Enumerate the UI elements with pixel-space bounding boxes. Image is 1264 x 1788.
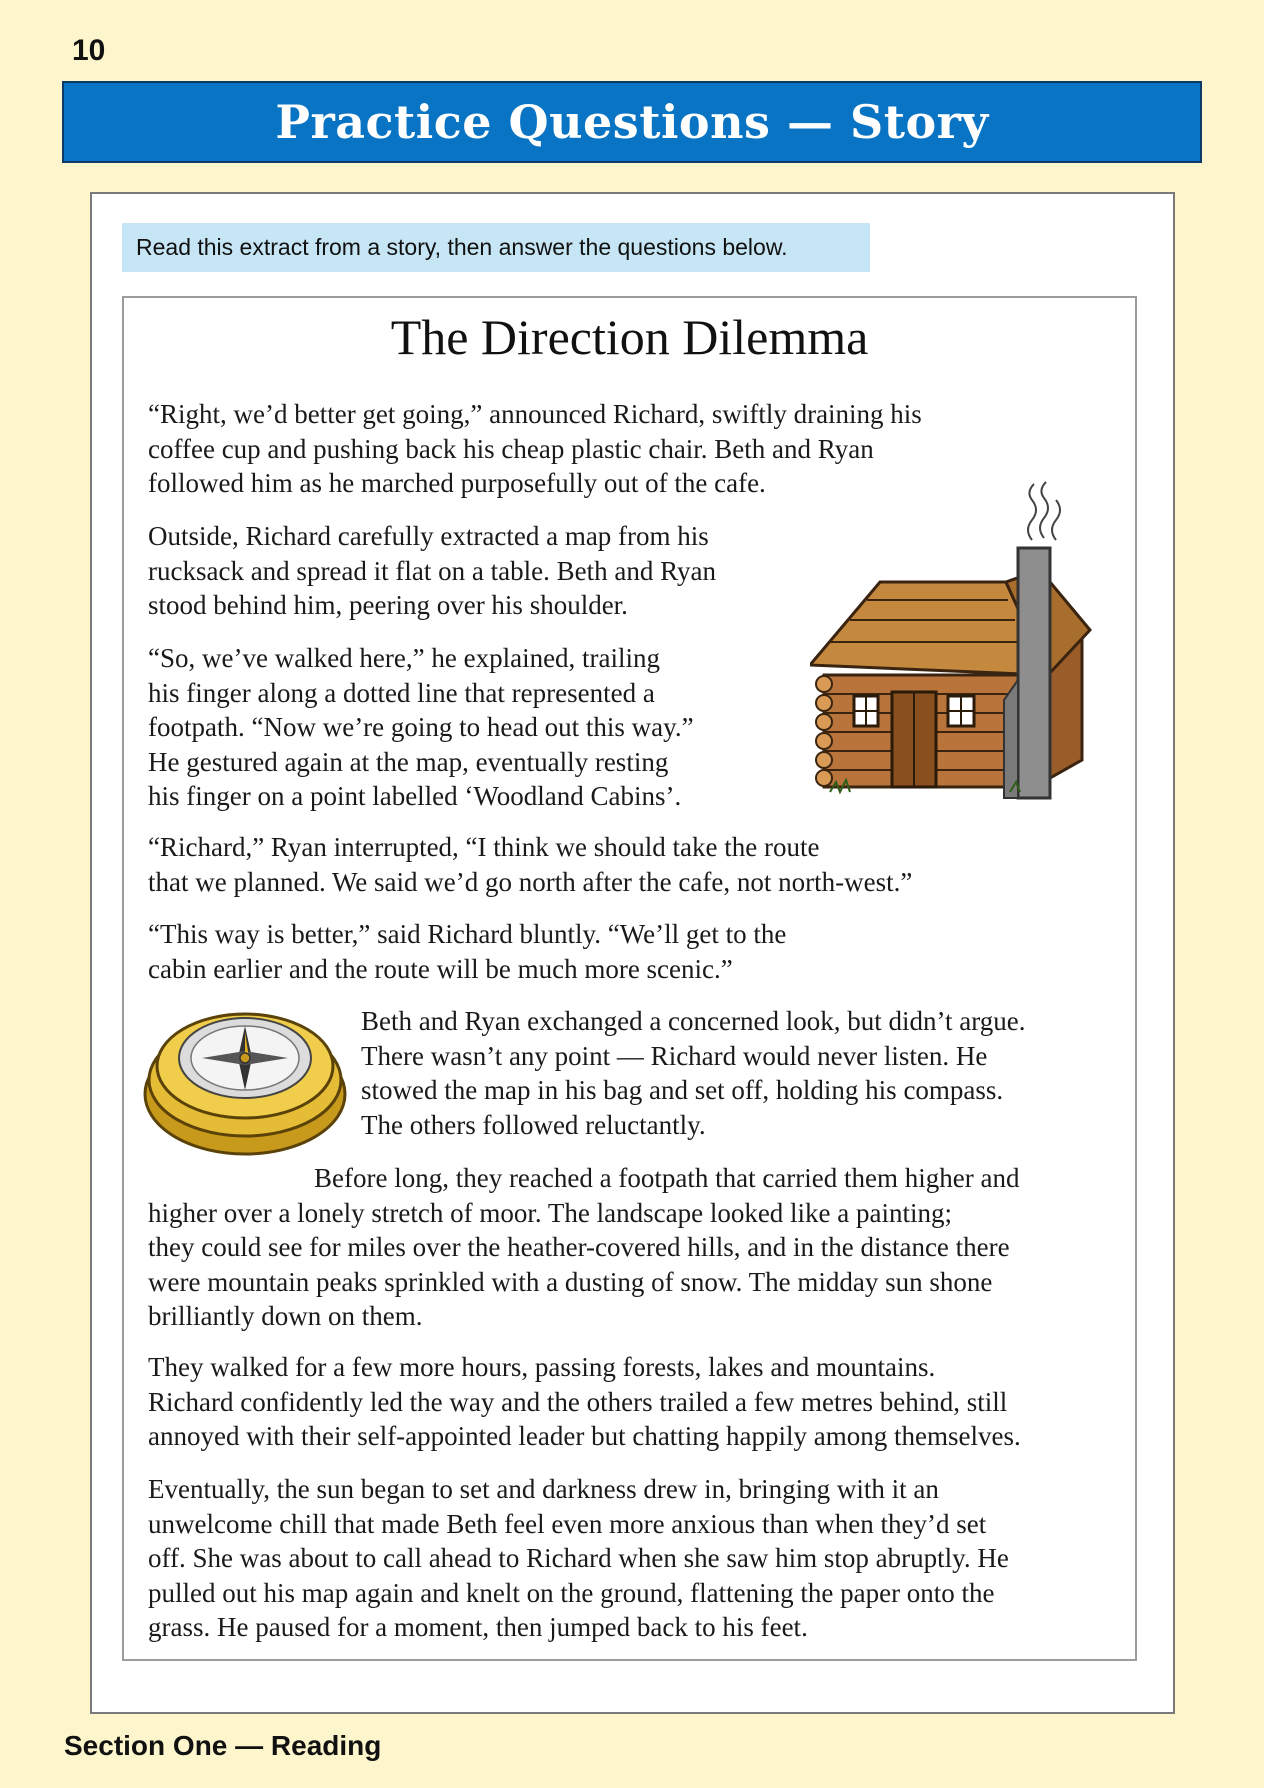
story-line: they could see for miles over the heather-covered hills, and in the distance there	[148, 1232, 1010, 1262]
story-paragraph-4	[148, 830, 912, 899]
story-line: Before long, they reached a footpath that carried them higher and	[314, 1163, 1020, 1193]
story-line: off. She was about to call ahead to Richard when she saw him stop abruptly. He	[148, 1543, 1009, 1573]
story-paragraph-6	[361, 1004, 1025, 1142]
story-line: pulled out his map again and knelt on the ground, flattening the paper onto the	[148, 1577, 995, 1608]
story-line: He gestured again at the map, eventually resting	[148, 746, 669, 777]
story-line: that we planned. We said we’d go north after the cafe, not north-west.”	[148, 866, 913, 897]
story-line: were mountain peaks sprinkled with a dusting of snow. The midday sun shone	[148, 1266, 993, 1297]
story-paragraph-3	[148, 641, 694, 814]
story-line: his finger on a point labelled ‘Woodland Cabins’.	[148, 781, 682, 811]
log-cabin-icon	[810, 470, 1100, 810]
story-title: The Direction Dilemma	[390, 309, 869, 365]
story-line: Eventually, the sun began to set and darkness drew in, bringing with it an	[148, 1474, 939, 1504]
story-line: Richard confidently led the way and the others trailed a few metres behind, still	[148, 1386, 1008, 1417]
story-line: rucksack and spread it flat on a table. Beth and Ryan	[148, 555, 716, 586]
story-line: his finger along a dotted line that represented a	[148, 677, 655, 708]
story-line: higher over a lonely stretch of moor. The landscape looked like a painting;	[148, 1197, 953, 1228]
story-paragraph-9	[148, 1472, 1009, 1645]
page-number: 10	[72, 34, 106, 67]
story-line: unwelcome chill that made Beth feel even more anxious than when they’d set	[148, 1508, 987, 1539]
story-paragraph-7	[148, 1161, 1019, 1334]
story-line: Outside, Richard carefully extracted a map from his	[148, 521, 709, 551]
story-line: annoyed with their self-appointed leader but chatting happily among themselves.	[148, 1421, 1021, 1451]
story-line: followed him as he marched purposefully out of the cafe.	[148, 468, 766, 498]
title-bar	[62, 81, 1202, 163]
page-title: Practice Questions — Story	[275, 95, 989, 149]
story-line: “Richard,” Ryan interrupted, “I think we should take the route	[148, 832, 820, 862]
story-line: “So, we’ve walked here,” he explained, trailing	[148, 643, 661, 673]
compass-icon	[142, 996, 348, 1158]
story-line: coffee cup and pushing back his cheap plastic chair. Beth and Ryan	[148, 433, 874, 464]
story-line: stood behind him, peering over his shoulder.	[148, 590, 628, 620]
story-line: The others followed reluctantly.	[361, 1109, 706, 1140]
story-line: Beth and Ryan exchanged a concerned look, but didn’t argue.	[361, 1006, 1026, 1036]
story-line: cabin earlier and the route will be much more scenic.”	[148, 953, 733, 984]
story-paragraph-8	[148, 1350, 1021, 1454]
story-paragraph-1	[148, 397, 922, 501]
story-line: brilliantly down on them.	[148, 1301, 423, 1331]
story-line: grass. He paused for a moment, then jumped back to his feet.	[148, 1612, 808, 1642]
story-line: “This way is better,” said Richard bluntly. “We’ll get to the	[148, 919, 787, 949]
story-line: There wasn’t any point — Richard would never listen. He	[361, 1040, 988, 1071]
story-line: They walked for a few more hours, passing forests, lakes and mountains.	[148, 1352, 936, 1382]
story-line: footpath. “Now we’re going to head out this way.”	[148, 712, 694, 742]
section-footer: Section One — Reading	[64, 1730, 382, 1761]
instruction-text: Read this extract from a story, then answer the questions below.	[122, 223, 870, 272]
story-paragraph-2	[148, 519, 716, 623]
story-line: stowed the map in his bag and set off, holding his compass.	[361, 1075, 1004, 1105]
story-paragraph-5	[148, 917, 786, 986]
story-line: “Right, we’d better get going,” announced Richard, swiftly draining his	[148, 399, 922, 429]
